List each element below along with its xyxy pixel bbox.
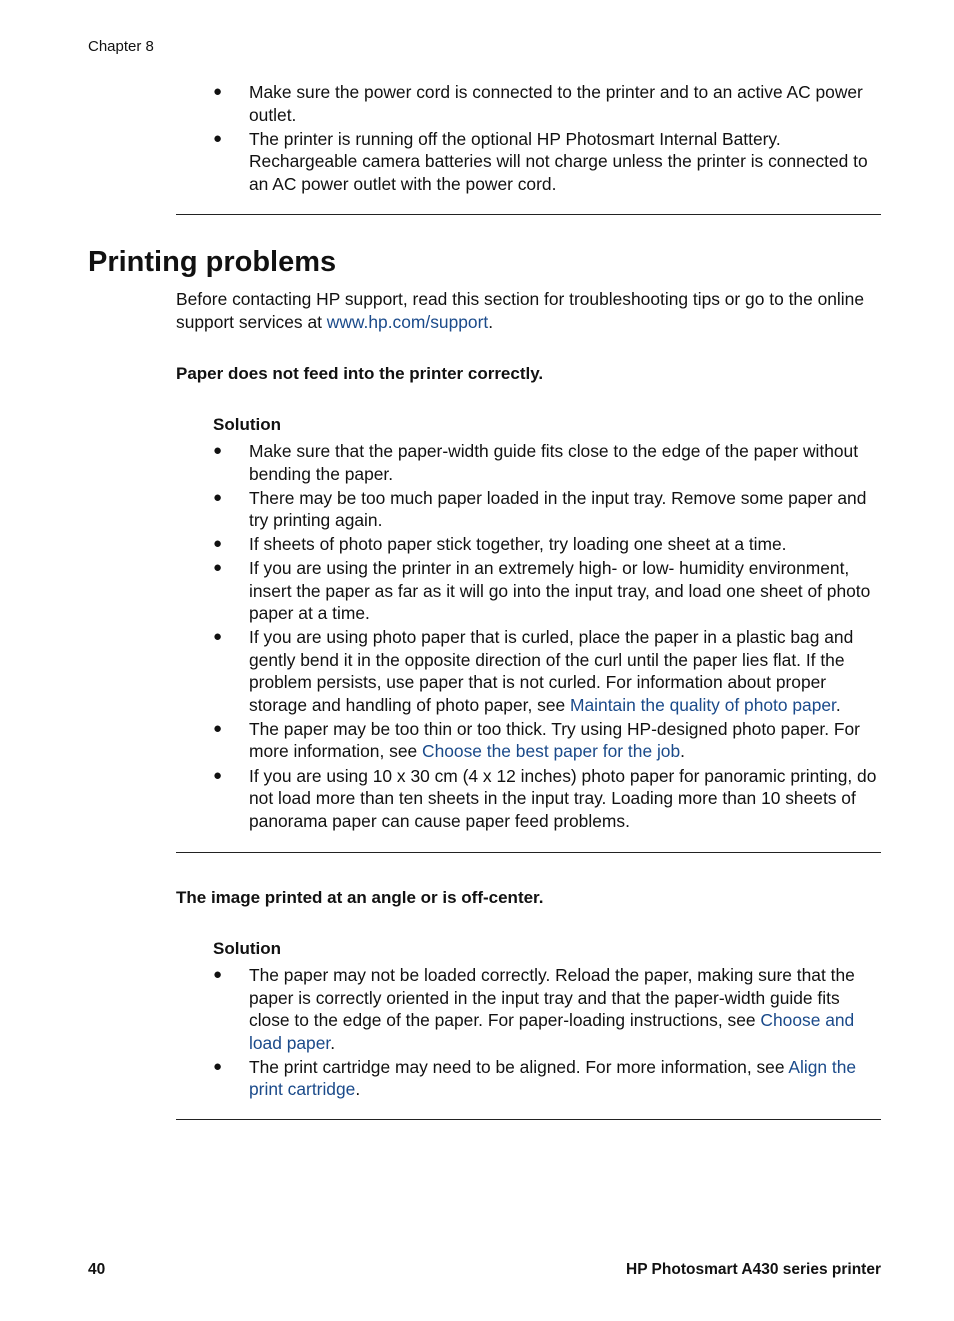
list-item: ● If you are using 10 x 30 cm (4 x 12 inches) photo paper for panoramic printing, do not load more than ten sheets in the input tray. Loading more than 10 sheets of panorama paper can cause paper feed problems. <box>213 765 877 831</box>
page-number: 40 <box>88 1261 106 1278</box>
solution-label: Solution <box>213 415 281 434</box>
bullet-icon: ● <box>213 83 223 100</box>
bullet-icon: ● <box>213 628 223 646</box>
list-item: ● There may be too much paper loaded in the input tray. Remove some paper and try printing again. <box>213 487 867 531</box>
align-cartridge-link[interactable]: Align the print cartridge <box>249 1056 857 1100</box>
solution-bullet-list <box>176 964 881 1102</box>
list-item: ● If you are using photo paper that is curled, place the paper in a plastic bag and gently bend it in the opposite direction of the curl until the paper lies flat. If the problem persists, use paper that is not curled. For information about proper storage and handling of photo paper, see Maintain the quality of photo paper. <box>213 627 854 715</box>
divider <box>176 1119 881 1120</box>
bullet-icon: ● <box>213 535 223 553</box>
choose-best-paper-link[interactable]: Choose the best paper for the job <box>422 741 681 762</box>
bullet-icon: ● <box>213 559 223 577</box>
list-item: ● Make sure that the paper-width guide fits close to the edge of the paper without bending the paper. <box>213 441 859 484</box>
list-item: ● Make sure the power cord is connected to the printer and to an active AC power outlet. <box>213 82 863 125</box>
maintain-photo-paper-link[interactable]: Maintain the quality of photo paper <box>570 694 836 715</box>
solution-bullet-list <box>176 440 881 834</box>
list-item: ● The printer is running off the optional HP Photosmart Internal Battery. Rechargeable camera batteries will not charge unless the printer is connected to an AC power outlet with the power cord. <box>213 128 868 194</box>
footer-product-name: HP Photosmart A430 series printer <box>626 1261 881 1278</box>
divider <box>176 852 881 853</box>
list-item: ● The paper may not be loaded correctly. Reload the paper, making sure that the paper is correctly oriented in the input tray and that the paper-width guide fits close to the edge of the paper. For paper-loading instructions, see Choose and load paper. <box>213 965 855 1053</box>
list-item: ● The print cartridge may need to be aligned. For more information, see Align the print cartridge. <box>213 1056 857 1100</box>
solution-label: Solution <box>213 939 281 958</box>
section-title: Printing problems <box>88 246 337 278</box>
chapter-label: Chapter 8 <box>88 38 154 55</box>
hp-support-link[interactable]: www.hp.com/support <box>326 312 489 332</box>
top-bullet-list <box>176 81 881 197</box>
problem-heading-off-center: The image printed at an angle or is off-center. <box>176 888 544 907</box>
bullet-icon: ● <box>213 719 223 737</box>
bullet-icon: ● <box>213 766 223 784</box>
bullet-icon: ● <box>213 129 223 147</box>
bullet-icon: ● <box>213 442 223 459</box>
divider <box>176 214 881 215</box>
list-item: ● If sheets of photo paper stick together, try loading one sheet at a time. <box>213 534 787 555</box>
bullet-icon: ● <box>213 966 223 983</box>
bullet-icon: ● <box>213 488 223 506</box>
choose-load-paper-link[interactable]: Choose and load paper <box>249 1010 855 1053</box>
intro-paragraph: Before contacting HP support, read this section for troubleshooting tips or go to the online support services at www.hp.com/support. <box>176 289 864 332</box>
list-item: ● If you are using the printer in an extremely high- or low- humidity environment, insert the paper as far as it will go into the input tray, and load one sheet of photo paper at a time. <box>213 558 871 624</box>
bullet-icon: ● <box>213 1057 223 1075</box>
list-item: ● The paper may be too thin or too thick. Try using HP-designed photo paper. For more information, see Choose the best paper for the job. <box>213 718 860 762</box>
problem-heading-paper-feed: Paper does not feed into the printer correctly. <box>176 364 544 383</box>
